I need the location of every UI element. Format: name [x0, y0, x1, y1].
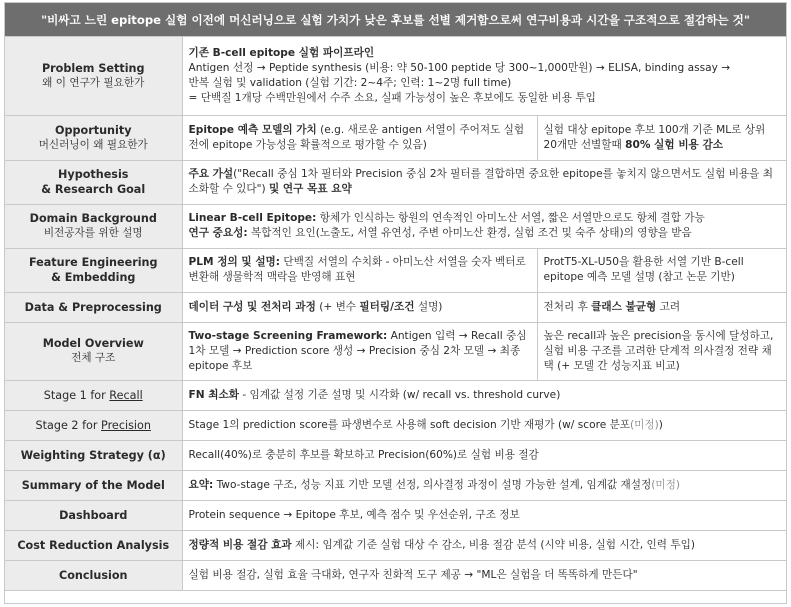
row-stage-2: [5, 410, 786, 440]
banner-title: "비싸고 느린 epitope 실험 이전에 머신러닝으로 실험 가치가 낮은 후보를 선별 제거함으로써 연구비용과 시간을 구조적으로 절감하는 것": [5, 3, 786, 37]
row-content: [182, 204, 786, 248]
content-muted: (미정): [630, 418, 659, 431]
content-text: 설명): [414, 300, 443, 313]
content-bold: 필터링/조건: [359, 300, 415, 313]
note-text: 실험 대상 epitope 후보 100개 기준 ML로 상위 20개만 선별할때: [543, 123, 766, 151]
row-label: [5, 560, 182, 590]
row-label: [5, 204, 182, 248]
label-title: Feature Engineering: [28, 256, 158, 269]
content-text: Recall(40%)로 충분히 후보를 확보하고 Precision(60%)로 실험 비용 절감: [188, 448, 539, 461]
label-subtitle: 왜 이 연구가 필요한가: [42, 76, 145, 89]
row-label: [5, 440, 182, 470]
content-text: ("Recall 중심 1차 필터와 Precision 중심 2차 필터를 결합하면 중요한 epitope를 놓치지 않으면서도 실험 비용을 최소화할 수 있다"): [188, 168, 773, 195]
label-title: Domain Background: [29, 212, 157, 225]
label-title: Hypothesis: [58, 168, 129, 181]
row-content: [182, 115, 537, 160]
content-text: Stage 1의 prediction score를 파생변수로 사용해 soft decision 기반 재평가 (w/ score 분포: [188, 418, 631, 431]
content-text: Antigen 입력 → Recall 중심 1차 모델 → Prediction score 생성 → Precision 중심 2차 모델 → 최종 epitope 후보: [188, 329, 527, 372]
plan-table: [5, 37, 786, 591]
label-title: Model Overview: [42, 337, 144, 350]
row-label: [5, 500, 182, 530]
row-content: [182, 248, 537, 292]
content-text: (+ 변수: [315, 300, 360, 313]
content-text: 제시: 임계값 기준 실험 대상 수 감소, 비용 절감 분석 (시약 비용, 실험 시간, 인력 투입): [291, 538, 695, 551]
content-heading: 기존 B-cell epitope 실험 파이프라인: [188, 46, 375, 59]
label-subtitle: 머신러닝이 왜 필요한가: [38, 138, 148, 151]
row-label: [5, 115, 182, 160]
row-note: [537, 292, 786, 322]
label-title: Summary of the Model: [21, 478, 165, 492]
label-subtitle: 비전공자를 위한 설명: [43, 227, 143, 239]
row-content: [182, 470, 786, 500]
content-text: - 임계값 설정 기준 설명 및 시각화 (w/ recall vs. threshold curve): [239, 388, 561, 401]
content-muted: (미정): [651, 478, 680, 491]
label-title: Problem Setting: [41, 61, 145, 75]
row-stage-1: [5, 380, 786, 410]
row-content: [182, 410, 786, 440]
label-title: Cost Reduction Analysis: [17, 538, 170, 552]
content-bold: Linear B-cell Epitope:: [188, 212, 317, 224]
row-problem-setting: [5, 37, 786, 115]
content-bold: 연구 중요성:: [188, 227, 248, 239]
note-text: 고려: [656, 300, 681, 313]
label-underlined: Precision: [101, 418, 151, 432]
content-text: 복합적인 요인(노출도, 서열 유연성, 주변 아미노산 환경, 실험 조건 및 숙주 상태)의 영향을 받음: [247, 227, 692, 239]
row-label: [5, 37, 182, 115]
content-bold: Two-stage Screening Framework:: [188, 329, 388, 342]
row-model-overview: [5, 322, 786, 380]
row-label: [5, 292, 182, 322]
label-title: Stage 2 for: [35, 418, 102, 432]
row-content: [182, 560, 786, 590]
label-title: Conclusion: [59, 568, 128, 582]
content-line: Antigen 선정 → Peptide synthesis (비용: 약 50-100 peptide 당 300~1,000만원) → ELISA, binding assay →: [188, 61, 731, 74]
row-content: [182, 440, 786, 470]
row-label: [5, 410, 182, 440]
content-line: = 단백질 1개당 수백만원에서 수주 소요, 실패 가능성이 높은 후보에도 동일한 비용 투입: [188, 91, 596, 104]
row-note: [537, 115, 786, 160]
row-cost-reduction: [5, 530, 786, 560]
note-text: ProtT5-XL-U50을 활용한 서열 기반 B-cell epitope 예측 모델 설명 (참고 논문 기반): [543, 256, 744, 283]
row-label: [5, 530, 182, 560]
research-plan-sheet: [4, 2, 787, 604]
content-text: ): [658, 418, 663, 431]
label-subtitle: 전체 구조: [71, 352, 116, 364]
row-label: [5, 470, 182, 500]
row-data-preprocessing: [5, 292, 786, 322]
row-label: [5, 380, 182, 410]
row-content: [182, 292, 537, 322]
content-bold: PLM 정의 및 설명:: [188, 256, 281, 268]
content-bold: 및 연구 목표 요약: [269, 183, 352, 195]
content-line: 반복 실험 및 validation (실험 기간: 2~4주; 인력: 1~2명 full time): [188, 76, 512, 89]
row-weighting-strategy: [5, 440, 786, 470]
note-text: 전처리 후: [543, 300, 592, 313]
content-bold: Epitope 예측 모델의 가치: [188, 123, 317, 136]
content-text: 항체가 인식하는 항원의 연속적인 아미노산 서열, 짧은 서열만으로도 항체 결합 가능: [316, 212, 705, 224]
content-bold: 요약:: [188, 478, 214, 491]
row-content: [182, 500, 786, 530]
row-domain-background: [5, 204, 786, 248]
row-feature-engineering: [5, 248, 786, 292]
row-content: [182, 160, 786, 204]
note-bold: 80% 실험 비용 감소: [625, 138, 723, 151]
content-bold: 주요 가설: [188, 168, 234, 180]
row-content: [182, 530, 786, 560]
row-note: [537, 248, 786, 292]
content-bold: 정량적 비용 절감 효과: [188, 538, 292, 551]
row-dashboard: [5, 500, 786, 530]
label-title: Stage 1 for: [43, 388, 110, 402]
row-summary: [5, 470, 786, 500]
content-bold: 데이터 구성 및 전처리 과정: [188, 300, 316, 313]
content-text: Two-stage 구조, 성능 지표 기반 모델 선정, 의사결정 과정이 설명 가능한 설계, 임계값 재설정: [213, 478, 652, 491]
label-title: & Research Goal: [41, 183, 146, 196]
note-text: 높은 recall과 높은 precision을 동시에 달성하고, 실험 비용 구조를 고려한 단계적 의사결정 전략 채택 (+ 모델 간 성능지표 비교): [543, 329, 774, 372]
row-hypothesis: [5, 160, 786, 204]
row-content: [182, 37, 786, 115]
row-label: [5, 322, 182, 380]
row-label: [5, 160, 182, 204]
content-text: Protein sequence → Epitope 후보, 예측 점수 및 우선순위, 구조 정보: [188, 508, 520, 521]
content-text: (e.g. 새로운 antigen 서열이 주어져도 실험 전에 epitope 가능성을 확률적으로 평가할 수 있음): [188, 123, 525, 151]
content-bold: FN 최소화: [188, 388, 239, 401]
label-title: Opportunity: [55, 123, 132, 137]
row-conclusion: [5, 560, 786, 590]
content-text: 실험 비용 절감, 실험 효율 극대화, 연구자 친화적 도구 제공 → "ML은 실험을 더 똑똑하게 만든다": [188, 568, 638, 581]
row-opportunity: [5, 115, 786, 160]
label-underlined: Recall: [109, 388, 143, 402]
content-text: 단백질 서열의 수치화 - 아미노산 서열을 숫자 벡터로 변환해 생물학적 맥락을 반영해 표현: [188, 256, 526, 283]
label-title: & Embedding: [51, 271, 136, 284]
row-content: [182, 380, 786, 410]
label-title: Data & Preprocessing: [24, 300, 162, 314]
note-bold: 클래스 불균형: [591, 300, 657, 313]
label-title: Dashboard: [59, 508, 128, 522]
row-label: [5, 248, 182, 292]
label-title: Weighting Strategy (α): [20, 448, 166, 462]
row-note: [537, 322, 786, 380]
row-content: [182, 322, 537, 380]
